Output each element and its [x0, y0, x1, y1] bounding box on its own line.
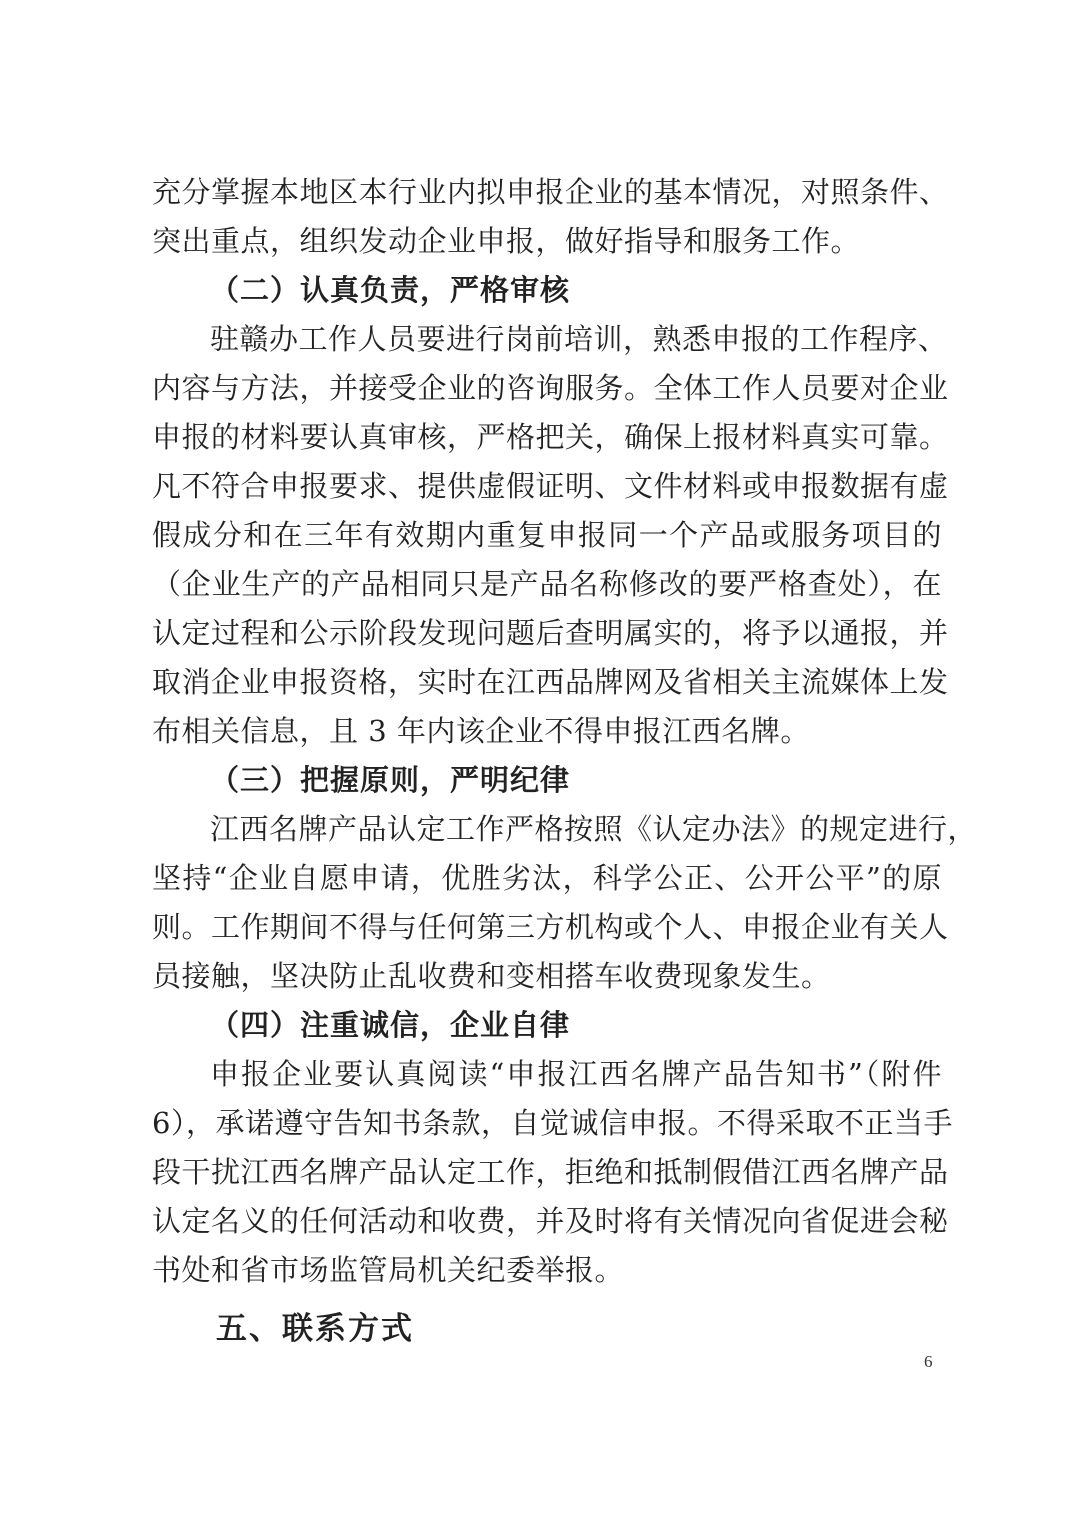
- paragraph-line: 假成分和在三年有效期内重复申报同一个产品或服务项目的: [152, 518, 942, 552]
- paragraph-line: 内容与方法，并接受企业的咨询服务。全体工作人员要对企业: [152, 371, 949, 405]
- paragraph-line: 江西名牌产品认定工作严格按照《认定办法》的规定进行，: [210, 812, 978, 846]
- section-title-5: 五、联系方式: [216, 1311, 414, 1347]
- paragraph-line: 6），承诺遵守告知书条款，自觉诚信申报。不得采取不正当手: [152, 1106, 953, 1140]
- section-heading-2: （二）认真负责，严格审核: [210, 273, 571, 307]
- paragraph-line: 取消企业申报资格，实时在江西品牌网及省相关主流媒体上发: [152, 665, 949, 699]
- paragraph-line: 员接触，坚决防止乱收费和变相搭车收费现象发生。: [152, 959, 831, 993]
- paragraph-line: 布相关信息，且 3 年内该企业不得申报江西名牌。: [152, 714, 810, 748]
- paragraph-line: 认定名义的任何活动和收费，并及时将有关情况向省促进会秘: [152, 1204, 949, 1238]
- paragraph-line: 坚持“企业自愿申请，优胜劣汰，科学公正、公开公平”的原: [152, 861, 942, 895]
- paragraph-line: 申报企业要认真阅读“申报江西名牌产品告知书”（附件: [210, 1057, 942, 1091]
- paragraph-line: 凡不符合申报要求、提供虚假证明、文件材料或申报数据有虚: [152, 469, 949, 503]
- paragraph-line: 则。工作期间不得与任何第三方机构或个人、申报企业有关人: [152, 910, 949, 944]
- paragraph-line: 驻赣办工作人员要进行岗前培训，熟悉申报的工作程序、: [210, 322, 948, 356]
- document-body: [152, 168, 978, 1357]
- paragraph-line: 突出重点，组织发动企业申报，做好指导和服务工作。: [152, 224, 861, 258]
- paragraph-line: 申报的材料要认真审核，严格把关，确保上报材料真实可靠。: [152, 420, 949, 454]
- section-heading-4: （四）注重诚信，企业自律: [210, 1008, 571, 1042]
- paragraph-line: 段干扰江西名牌产品认定工作，拒绝和抵制假借江西名牌产品: [152, 1155, 949, 1189]
- paragraph-line: 充分掌握本地区本行业内拟申报企业的基本情况，对照条件、: [152, 175, 949, 209]
- paragraph-line: 书处和省市场监管局机关纪委举报。: [152, 1253, 625, 1287]
- page-number: 6: [924, 1352, 933, 1371]
- paragraph-line: （企业生产的产品相同只是产品名称修改的要严格查处），在: [152, 567, 942, 601]
- paragraph-line: 认定过程和公示阶段发现问题后查明属实的，将予以通报，并: [152, 616, 949, 650]
- section-heading-3: （三）把握原则，严明纪律: [210, 763, 571, 797]
